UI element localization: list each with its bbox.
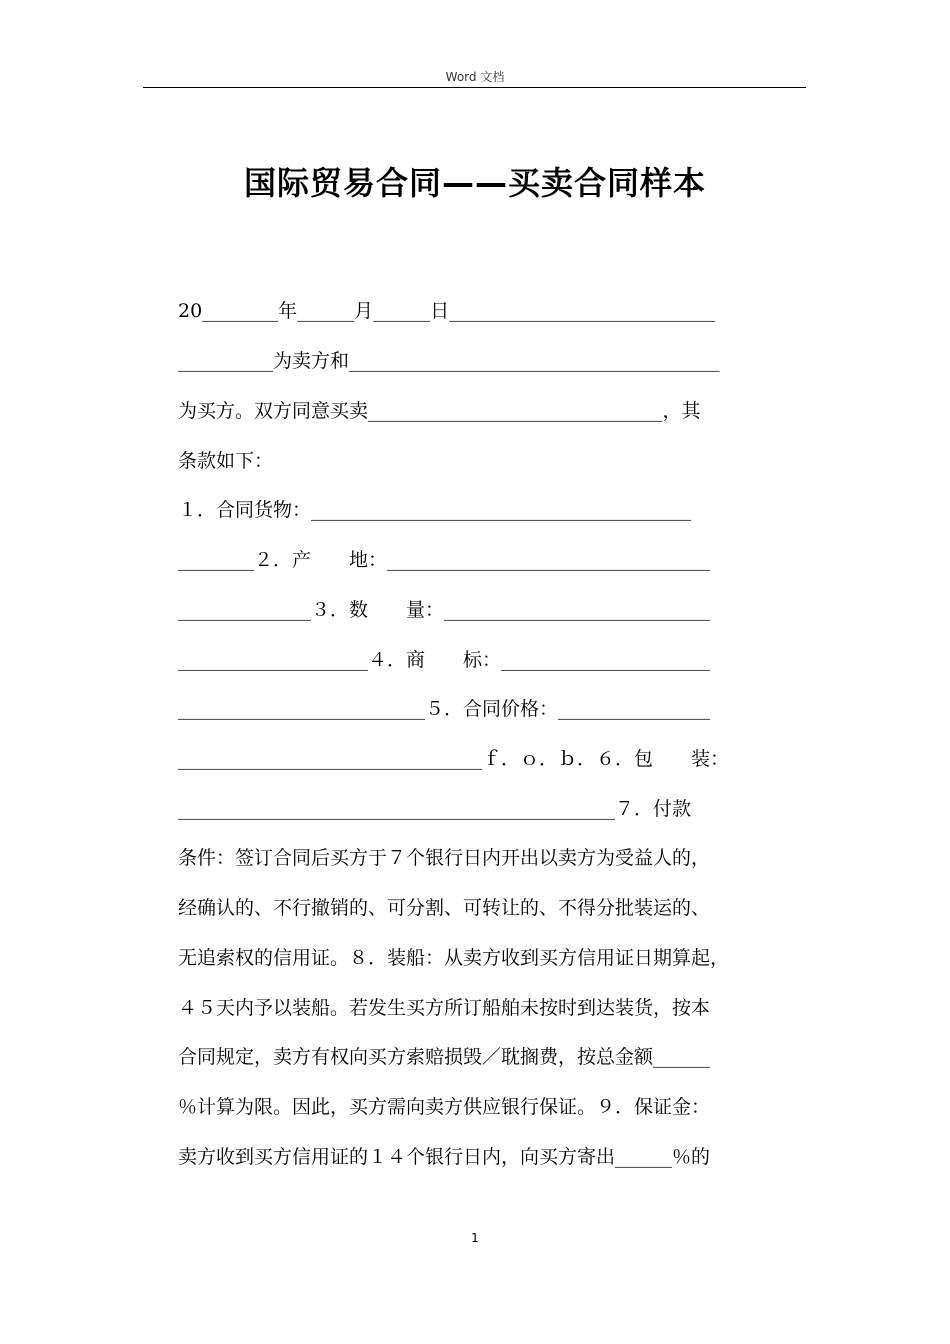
body-line-16: 合同规定，卖方有权向买方索赔损毁／耽搁费，按总金额______	[178, 1046, 711, 1068]
body-line-15: ４５天内予以装船。若发生买方所订船舶未按时到达装货，按本	[178, 997, 711, 1019]
body-line-10: ________________________________ｆ．ｏ．ｂ．６．包 装：	[178, 748, 730, 770]
body-line-4: 条款如下：	[178, 450, 274, 472]
body-line-6: ________２．产 地：__________________________________	[178, 549, 711, 571]
body-line-8: ____________________４．商 标：______________________	[178, 649, 711, 671]
body-line-2: __________为卖方和_______________________________________	[178, 350, 720, 372]
body-line-7: ______________３．数 量：____________________________	[178, 599, 711, 621]
body-line-9: __________________________５．合同价格：________________	[178, 698, 711, 720]
body-line-18: 卖方收到买方信用证的１４个银行日内，向买方寄出______％的	[178, 1146, 711, 1168]
body-line-11: ______________________________________________７．付款	[178, 798, 692, 820]
body-line-14: 无追索权的信用证。８．装船：从卖方收到买方信用证日期算起，	[178, 947, 730, 969]
body-line-13: 经确认的、不行撤销的、可分割、可转让的、不得分批装运的、	[178, 897, 711, 919]
body-line-5: １．合同货物：________________________________________	[178, 499, 692, 521]
body-line-12: 条件：签订合同后买方于７个银行日内开出以卖方为受益人的，	[178, 847, 711, 869]
document-title: 国际贸易合同——买卖合同样本	[243, 164, 706, 202]
body-line-3: 为买方。双方同意买卖_______________________________，其	[178, 400, 701, 422]
page-number: 1	[471, 1231, 479, 1245]
body-line-1: 20________年______月______日____________________________	[178, 300, 716, 322]
page-header-text: Word 文档	[445, 70, 505, 84]
body-line-17: ％计算为限。因此，买方需向卖方供应银行保证。９．保证金：	[178, 1096, 711, 1118]
header-rule	[143, 87, 806, 88]
